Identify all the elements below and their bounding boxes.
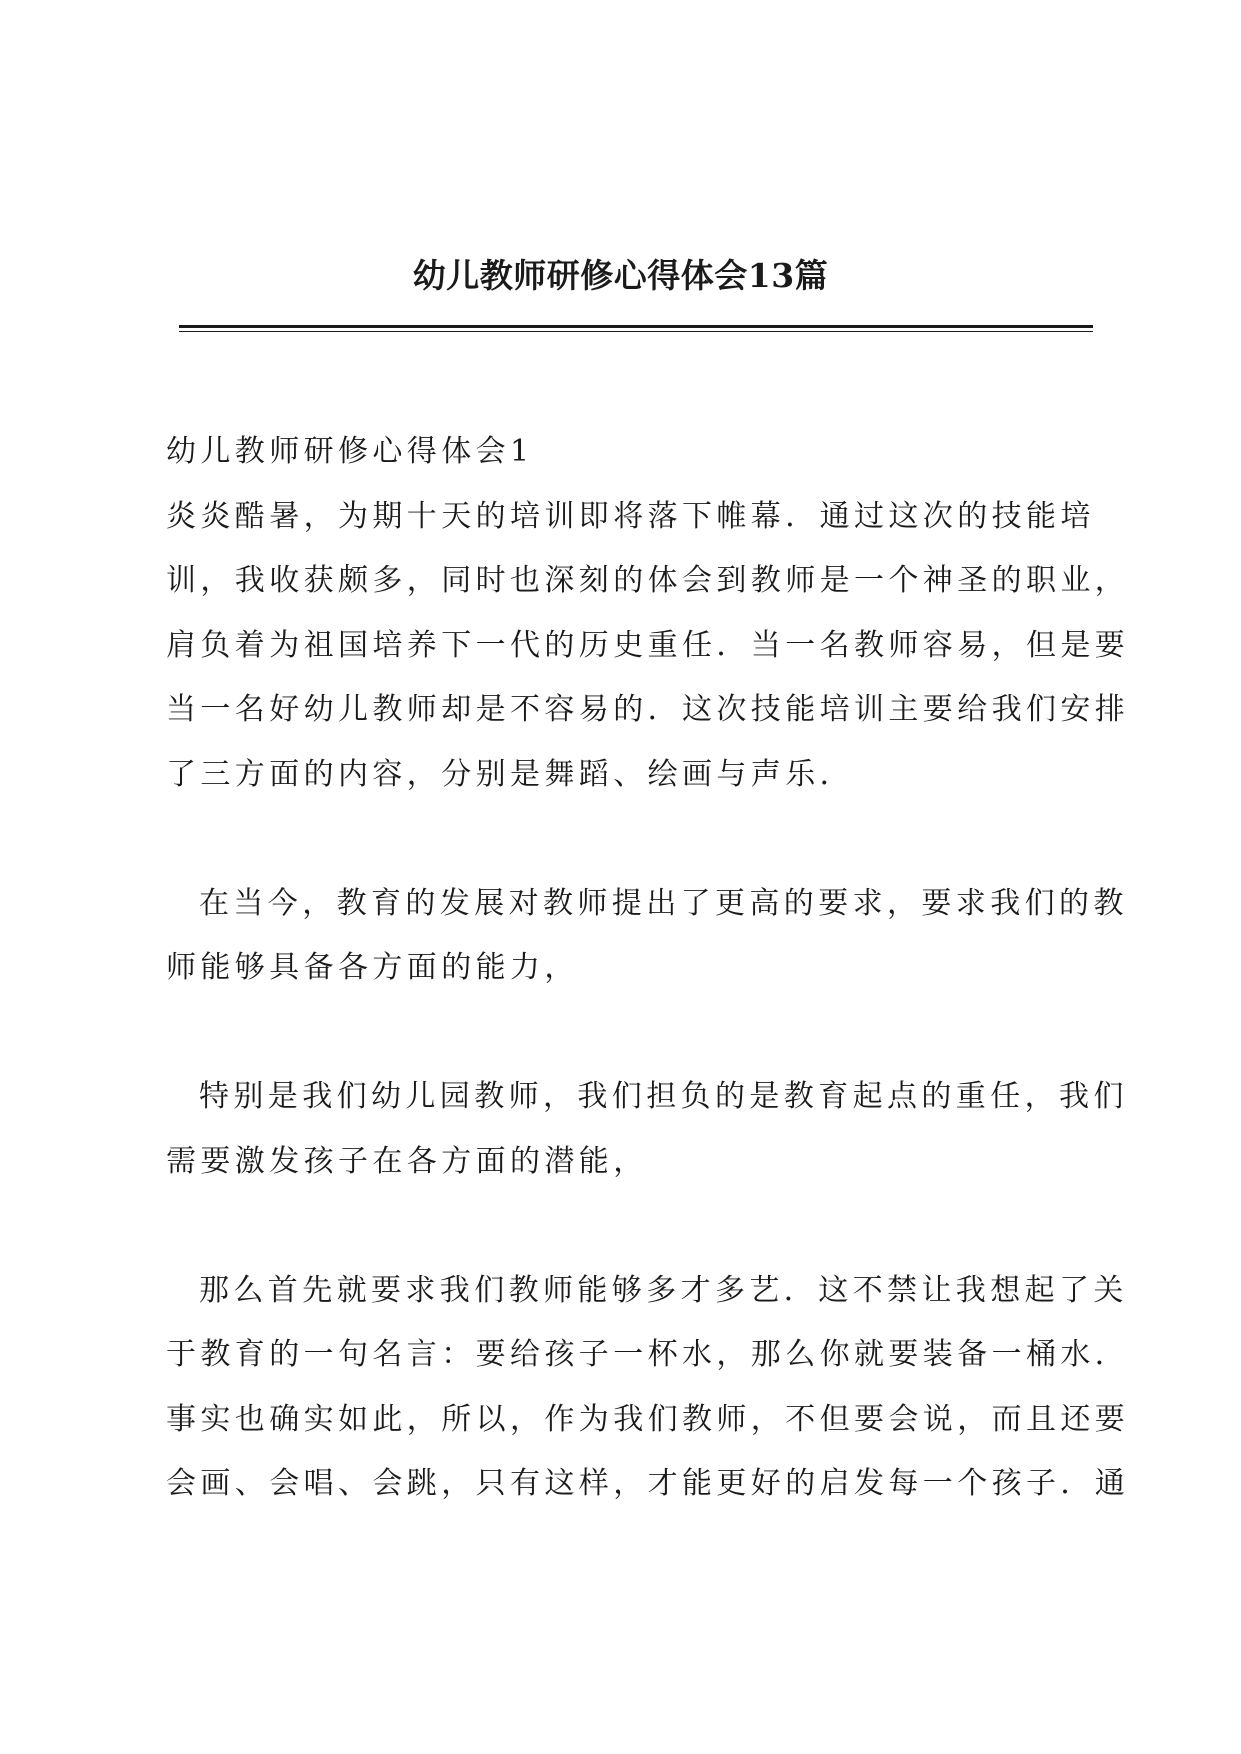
paragraph-line: 事实也确实如此，所以，作为我们教师，不但要会说，而且还要 bbox=[166, 1401, 1130, 1437]
paragraph-line: 需要激发孩子在各方面的潜能， bbox=[166, 1143, 648, 1179]
paragraph-spacer bbox=[166, 1001, 1096, 1066]
document-body bbox=[166, 420, 1130, 1517]
paragraph-line: 在当今，教育的发展对教师提出了更高的要求，要求我们的教 bbox=[199, 885, 1128, 921]
paragraph-line: 会画、会唱、会跳，只有这样，才能更好的启发每一个孩子．通 bbox=[166, 1466, 1130, 1501]
paragraph-spacer bbox=[166, 807, 1096, 872]
paragraph-1 bbox=[166, 485, 1130, 808]
paragraph-line: 肩负着为祖国培养下一代的历史重任．当一名教师容易，但是要 bbox=[166, 627, 1130, 663]
document-title: 幼儿教师研修心得体会13篇 bbox=[412, 256, 829, 295]
paragraph-4 bbox=[166, 1259, 1130, 1517]
paragraph-spacer bbox=[166, 1194, 1096, 1259]
paragraph-line: 了三方面的内容，分别是舞蹈、绘画与声乐． bbox=[166, 756, 854, 792]
paragraph-line: 那么首先就要求我们教师能够多才多艺．这不禁让我想起了关 bbox=[199, 1272, 1128, 1308]
paragraph-line: 特别是我们幼儿园教师，我们担负的是教育起点的重任，我们 bbox=[199, 1079, 1128, 1114]
paragraph-line: 炎炎酷暑，为期十天的培训即将落下帷幕．通过这次的技能培 bbox=[166, 498, 1095, 534]
section-heading: 幼儿教师研修心得体会1 bbox=[166, 434, 534, 469]
title-divider-thin bbox=[179, 331, 1093, 332]
paragraph-line: 师能够具备各方面的能力， bbox=[166, 950, 579, 985]
paragraph-line: 于教育的一句名言：要给孩子一杯水，那么你就要装备一桶水． bbox=[166, 1337, 1130, 1372]
paragraph-3 bbox=[166, 1065, 1128, 1194]
paragraph-line: 训，我收获颇多，同时也深刻的体会到教师是一个神圣的职业， bbox=[166, 563, 1130, 598]
title-divider-thick bbox=[179, 325, 1093, 328]
paragraph-line: 当一名好幼儿教师却是不容易的．这次技能培训主要给我们安排 bbox=[166, 692, 1130, 727]
paragraph-2 bbox=[166, 872, 1128, 1001]
